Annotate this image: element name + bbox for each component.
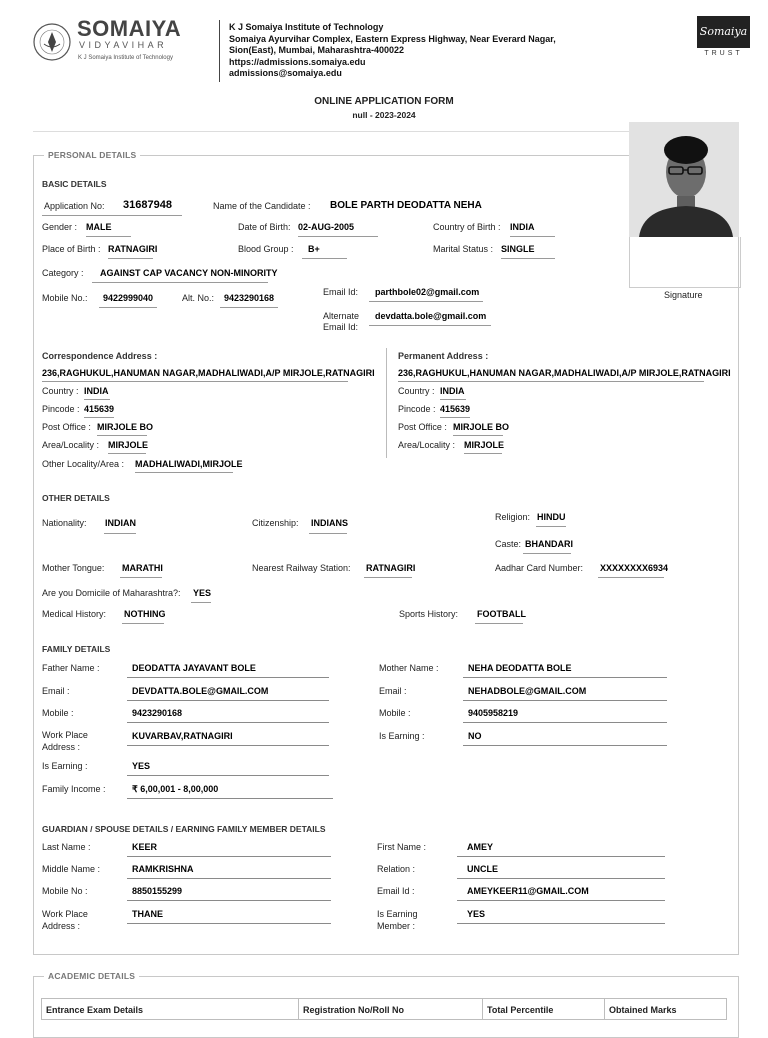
perm-address-heading: Permanent Address : [398, 351, 489, 361]
railway-label: Nearest Railway Station: [252, 563, 351, 573]
guardian-middle-underline [127, 878, 331, 879]
father-email-label: Email : [42, 686, 70, 696]
country-of-birth-value: INDIA [510, 222, 535, 232]
trust-script: Somaiya [699, 25, 748, 38]
guardian-work-value: THANE [132, 909, 163, 919]
guardian-email-label: Email Id : [377, 886, 415, 896]
caste-underline [523, 553, 571, 554]
corr-country-value: INDIA [84, 386, 109, 396]
candidate-name-value: BOLE PARTH DEODATTA NEHA [330, 200, 482, 211]
category-label: Category : [42, 268, 84, 278]
corr-address-underline [42, 381, 348, 382]
caste-value: BHANDARI [525, 539, 573, 549]
guardian-work-label-2: Address : [42, 921, 81, 931]
corr-area-label: Area/Locality : [42, 440, 100, 450]
other-details-heading: OTHER DETAILS [42, 493, 110, 503]
guardian-relation-label: Relation : [377, 864, 416, 874]
signature-label: Signature [664, 290, 703, 300]
form-subtitle: null - 2023-2024 [352, 110, 416, 120]
signature-box [629, 237, 741, 288]
guardian-relation-value: UNCLE [467, 864, 498, 874]
railway-underline [364, 577, 412, 578]
country-of-birth-underline [510, 236, 555, 237]
corr-pincode-label: Pincode : [42, 404, 80, 414]
medical-underline [122, 623, 164, 624]
application-no-label: Application No: [44, 201, 105, 211]
guardian-first-underline [457, 856, 665, 857]
father-email-value: DEVDATTA.BOLE@GMAIL.COM [132, 686, 269, 696]
religion-value: HINDU [537, 512, 566, 522]
email-underline [369, 301, 483, 302]
academic-col-header: Total Percentile [483, 999, 605, 1020]
guardian-earning-label-1: Is Earning [377, 909, 418, 919]
father-name-value: DEODATTA JAYAVANT BOLE [132, 663, 256, 673]
guardian-mobile-label: Mobile No : [42, 886, 88, 896]
candidate-photo [629, 122, 739, 237]
perm-address-underline [398, 381, 704, 382]
trust-logo [697, 16, 750, 57]
father-email-underline [127, 700, 329, 701]
corr-post-label: Post Office : [42, 422, 91, 432]
guardian-mobile-underline [127, 900, 331, 901]
guardian-earning-label-2: Member : [377, 921, 416, 931]
father-mobile-label: Mobile : [42, 708, 74, 718]
mother-email-value: NEHADBOLE@GMAIL.COM [468, 686, 587, 696]
family-details-heading: FAMILY DETAILS [42, 644, 111, 654]
aadhar-underline [598, 577, 664, 578]
perm-area-underline [464, 453, 502, 454]
marital-status-value: SINGLE [501, 244, 535, 254]
guardian-earning-value: YES [467, 909, 486, 919]
alt-email-underline [369, 325, 491, 326]
email-label: Email Id: [323, 287, 359, 297]
dob-value: 02-AUG-2005 [298, 222, 355, 232]
place-of-birth-label: Place of Birth : [42, 244, 101, 254]
form-title: ONLINE APPLICATION FORM [314, 96, 454, 107]
sports-underline [475, 623, 523, 624]
institute-line: admissions@somaiya.edu [229, 68, 342, 79]
gender-underline [86, 236, 131, 237]
father-work-label-2: Address : [42, 742, 81, 752]
corr-pincode-value: 415639 [84, 404, 115, 414]
academic-col-header: Entrance Exam Details [42, 999, 299, 1020]
academic-details-legend: ACADEMIC DETAILS [44, 971, 139, 981]
academic-table [41, 998, 727, 1020]
aadhar-label: Aadhar Card Number: [495, 563, 584, 573]
father-name-label: Father Name : [42, 663, 100, 673]
application-no-value: 31687948 [123, 199, 172, 211]
guardian-mobile-value: 8850155299 [132, 886, 183, 896]
father-work-label-1: Work Place [42, 730, 88, 740]
alt-email-label-2: Email Id: [323, 322, 359, 332]
family-income-underline [127, 798, 333, 799]
dob-underline [298, 236, 378, 237]
father-work-value: KUVARBAV,RATNAGIRI [132, 731, 233, 741]
guardian-first-value: AMEY [467, 842, 494, 852]
category-underline [92, 282, 268, 283]
father-name-underline [127, 677, 329, 678]
perm-pincode-underline [440, 417, 470, 418]
caste-label: Caste: [495, 539, 522, 549]
guardian-middle-value: RAMKRISHNA [132, 864, 194, 874]
father-mobile-value: 9423290168 [132, 708, 183, 718]
mobile-value: 9422999040 [103, 293, 154, 303]
domicile-value: YES [193, 588, 212, 598]
nationality-underline [104, 533, 136, 534]
brand-sub: VIDYAVIHAR [79, 40, 168, 50]
corr-country-label: Country : [42, 386, 79, 396]
corr-area-value: MIRJOLE [108, 440, 149, 450]
academic-table-header-row [42, 999, 727, 1020]
mobile-label: Mobile No.: [42, 293, 88, 303]
guardian-relation-underline [457, 878, 665, 879]
corr-pincode-underline [84, 417, 114, 418]
railway-value: RATNAGIRI [366, 563, 416, 573]
perm-post-value: MIRJOLE BO [453, 422, 510, 432]
perm-pincode-label: Pincode : [398, 404, 436, 414]
country-of-birth-label: Country of Birth : [433, 222, 501, 232]
corr-area-underline [108, 453, 146, 454]
blood-group-value: B+ [308, 244, 320, 254]
aadhar-value: XXXXXXXX6934 [600, 563, 669, 573]
marital-status-label: Marital Status : [433, 244, 494, 254]
perm-pincode-value: 415639 [440, 404, 471, 414]
institute-block [229, 22, 556, 80]
app-no-underline [42, 215, 182, 216]
citizenship-underline [309, 533, 347, 534]
address-divider [386, 348, 387, 458]
mother-name-label: Mother Name : [379, 663, 439, 673]
father-mobile-underline [127, 722, 329, 723]
corr-country-underline [84, 399, 110, 400]
guardian-work-label-1: Work Place [42, 909, 88, 919]
family-income-value: ₹ 6,00,001 - 8,00,000 [132, 784, 219, 794]
blood-group-underline [302, 258, 347, 259]
corr-other-label: Other Locality/Area : [42, 459, 125, 469]
person-photo-icon [629, 122, 739, 237]
perm-post-label: Post Office : [398, 422, 447, 432]
guardian-heading: GUARDIAN / SPOUSE DETAILS / EARNING FAMILY MEMBER DETAILS [42, 824, 326, 834]
brand-tagline: K J Somaiya Institute of Technology [78, 55, 173, 61]
mother-mobile-underline [463, 722, 667, 723]
gender-label: Gender : [42, 222, 78, 232]
institute-line: Sion(East), Mumbai, Maharashtra-400022 [229, 45, 405, 56]
header-divider [219, 20, 220, 82]
alt-no-label: Alt. No.: [182, 293, 215, 303]
personal-details-legend: PERSONAL DETAILS [44, 150, 140, 160]
nationality-label: Nationality: [42, 518, 87, 528]
father-earning-underline [127, 775, 329, 776]
mother-earning-label: Is Earning : [379, 731, 425, 741]
citizenship-value: INDIANS [311, 518, 349, 528]
mother-tongue-underline [120, 577, 162, 578]
guardian-work-underline [127, 923, 331, 924]
category-value: AGAINST CAP VACANCY NON-MINORITY [100, 268, 278, 278]
mobile-underline [99, 307, 157, 308]
domicile-label: Are you Domicile of Maharashtra?: [42, 588, 181, 598]
blood-group-label: Blood Group : [238, 244, 294, 254]
email-value: parthbole02@gmail.com [375, 287, 480, 297]
candidate-name-label: Name of the Candidate : [213, 201, 311, 211]
sports-value: FOOTBALL [477, 609, 526, 619]
basic-details-heading: BASIC DETAILS [42, 179, 107, 189]
institute-line: Somaiya Ayurvihar Complex, Eastern Express Highway, Near Everard Nagar, [229, 33, 556, 44]
brand-name: SOMAIYA [77, 16, 182, 41]
institute-line: https://admissions.somaiya.edu [229, 56, 366, 67]
medical-label: Medical History: [42, 609, 107, 619]
guardian-middle-label: Middle Name : [42, 864, 101, 874]
perm-country-label: Country : [398, 386, 435, 396]
sports-label: Sports History: [399, 609, 459, 619]
title-divider [33, 131, 629, 132]
marital-underline [501, 258, 555, 259]
religion-label: Religion: [495, 512, 531, 522]
perm-area-value: MIRJOLE [464, 440, 505, 450]
alt-email-label-1: Alternate [323, 311, 360, 321]
academic-col-header: Registration No/Roll No [299, 999, 483, 1020]
academic-col-header: Obtained Marks [605, 999, 727, 1020]
perm-country-value: INDIA [440, 386, 465, 396]
family-income-label: Family Income : [42, 784, 106, 794]
corr-other-underline [135, 472, 233, 473]
father-work-underline [127, 745, 329, 746]
perm-post-underline [453, 435, 503, 436]
somaiya-seal-icon [32, 20, 72, 64]
guardian-email-underline [457, 900, 665, 901]
institute-line: K J Somaiya Institute of Technology [229, 22, 384, 32]
father-earning-label: Is Earning : [42, 761, 88, 771]
mother-name-value: NEHA DEODATTA BOLE [468, 663, 572, 673]
perm-address-line: 236,RAGHUKUL,HANUMAN NAGAR,MADHALIWADI,A/P MIRJOLE,RATNAGIRI [398, 368, 731, 378]
corr-address-heading: Correspondence Address : [42, 351, 158, 361]
mother-mobile-value: 9405958219 [468, 708, 519, 718]
perm-country-underline [440, 399, 466, 400]
mother-earning-underline [463, 745, 667, 746]
dob-label: Date of Birth: [238, 222, 291, 232]
mother-tongue-label: Mother Tongue: [42, 563, 105, 573]
mother-name-underline [463, 677, 667, 678]
mother-email-underline [463, 700, 667, 701]
mother-mobile-label: Mobile : [379, 708, 411, 718]
corr-post-value: MIRJOLE BO [97, 422, 154, 432]
alt-no-value: 9423290168 [224, 293, 275, 303]
corr-other-value: MADHALIWADI,MIRJOLE [135, 459, 243, 469]
guardian-last-underline [127, 856, 331, 857]
place-of-birth-value: RATNAGIRI [108, 244, 158, 254]
alt-no-underline [220, 307, 278, 308]
corr-post-underline [97, 435, 147, 436]
guardian-earning-underline [457, 923, 665, 924]
religion-underline [536, 526, 566, 527]
alt-email-value: devdatta.bole@gmail.com [375, 311, 487, 321]
mother-earning-value: NO [468, 731, 482, 741]
citizenship-label: Citizenship: [252, 518, 299, 528]
mother-email-label: Email : [379, 686, 407, 696]
medical-value: NOTHING [124, 609, 166, 619]
guardian-last-value: KEER [132, 842, 158, 852]
perm-area-label: Area/Locality : [398, 440, 456, 450]
guardian-last-label: Last Name : [42, 842, 91, 852]
trust-logo-box [697, 16, 750, 48]
domicile-underline [191, 602, 211, 603]
gender-value: MALE [86, 222, 112, 232]
trust-word: TRUST [704, 50, 743, 57]
mother-tongue-value: MARATHI [122, 563, 163, 573]
nationality-value: INDIAN [105, 518, 136, 528]
father-earning-value: YES [132, 761, 151, 771]
guardian-email-value: AMEYKEER11@GMAIL.COM [467, 886, 589, 896]
corr-address-line: 236,RAGHUKUL,HANUMAN NAGAR,MADHALIWADI,A/P MIRJOLE,RATNAGIRI [42, 368, 375, 378]
guardian-first-label: First Name : [377, 842, 427, 852]
place-of-birth-underline [108, 258, 153, 259]
